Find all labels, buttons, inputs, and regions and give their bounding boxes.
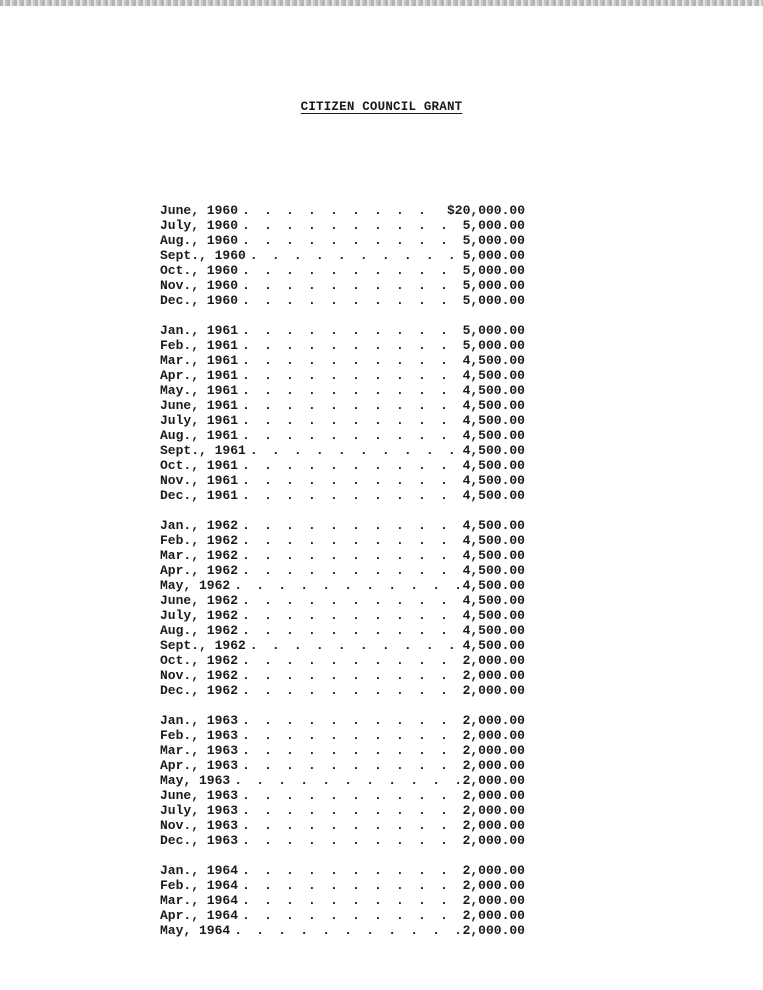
dot-leader <box>242 263 459 278</box>
ledger-date: Jan., 1964 <box>160 863 239 878</box>
ledger-date: Mar., 1963 <box>160 743 239 758</box>
ledger-row <box>160 368 525 383</box>
ledger-row <box>160 923 525 938</box>
ledger-date: June, 1963 <box>160 788 239 803</box>
dot-leader <box>242 608 459 623</box>
dot-leader <box>242 563 459 578</box>
ledger-row <box>160 683 525 698</box>
ledger-row <box>160 548 525 563</box>
dot-leader <box>242 368 459 383</box>
ledger-date: Mar., 1964 <box>160 893 239 908</box>
ledger-year-group <box>160 863 525 938</box>
ledger-amount: 4,500.00 <box>462 623 525 638</box>
ledger-row <box>160 278 525 293</box>
ledger-row <box>160 533 525 548</box>
dot-leader <box>242 413 459 428</box>
dot-leader <box>242 833 459 848</box>
ledger-year-group <box>160 518 525 698</box>
scan-edge-artifact <box>0 0 763 6</box>
ledger-row <box>160 473 525 488</box>
ledger-date: Apr., 1961 <box>160 368 239 383</box>
dot-leader <box>242 593 459 608</box>
ledger-amount: 2,000.00 <box>462 818 525 833</box>
dot-leader <box>250 638 459 653</box>
dot-leader <box>242 233 459 248</box>
ledger-amount: 4,500.00 <box>462 353 525 368</box>
ledger-amount: 2,000.00 <box>462 713 525 728</box>
ledger-date: May, 1963 <box>160 773 231 788</box>
dot-leader <box>242 398 459 413</box>
ledger-row <box>160 743 525 758</box>
ledger-row <box>160 773 525 788</box>
dot-leader <box>242 758 459 773</box>
ledger-row <box>160 878 525 893</box>
ledger-amount: 4,500.00 <box>462 413 525 428</box>
ledger-amount: 4,500.00 <box>462 533 525 548</box>
ledger-amount: 5,000.00 <box>462 248 525 263</box>
ledger-row <box>160 623 525 638</box>
ledger-row <box>160 893 525 908</box>
ledger-amount: 5,000.00 <box>462 218 525 233</box>
ledger-amount: 4,500.00 <box>462 488 525 503</box>
dot-leader <box>242 818 459 833</box>
ledger-date: June, 1961 <box>160 398 239 413</box>
ledger-date: Jan., 1963 <box>160 713 239 728</box>
ledger-row <box>160 863 525 878</box>
ledger-date: Aug., 1962 <box>160 623 239 638</box>
dot-leader <box>242 203 443 218</box>
dot-leader <box>242 713 459 728</box>
ledger-row <box>160 233 525 248</box>
ledger-amount: 4,500.00 <box>462 473 525 488</box>
ledger-date: Apr., 1964 <box>160 908 239 923</box>
ledger-row <box>160 323 525 338</box>
ledger-amount: 2,000.00 <box>462 728 525 743</box>
ledger-date: Jan., 1961 <box>160 323 239 338</box>
ledger-row <box>160 458 525 473</box>
ledger-row <box>160 353 525 368</box>
ledger-date: Oct., 1960 <box>160 263 239 278</box>
ledger-date: Sept., 1960 <box>160 248 246 263</box>
ledger-date: Dec., 1961 <box>160 488 239 503</box>
dot-leader <box>234 578 458 593</box>
dot-leader <box>242 803 459 818</box>
dot-leader <box>242 293 459 308</box>
dot-leader <box>242 428 459 443</box>
ledger-date: Nov., 1963 <box>160 818 239 833</box>
ledger-amount: 5,000.00 <box>462 263 525 278</box>
ledger-row <box>160 383 525 398</box>
dot-leader <box>242 278 459 293</box>
dot-leader <box>242 893 459 908</box>
ledger-date: Dec., 1960 <box>160 293 239 308</box>
ledger-date: Feb., 1964 <box>160 878 239 893</box>
ledger-date: Apr., 1962 <box>160 563 239 578</box>
ledger-amount: 4,500.00 <box>462 593 525 608</box>
ledger-amount: 2,000.00 <box>462 683 525 698</box>
ledger-amount: 4,500.00 <box>462 548 525 563</box>
ledger-date: Sept., 1962 <box>160 638 246 653</box>
ledger-amount: 2,000.00 <box>462 878 525 893</box>
ledger-date: Nov., 1961 <box>160 473 239 488</box>
ledger-row <box>160 608 525 623</box>
ledger-year-group <box>160 323 525 503</box>
dot-leader <box>242 863 459 878</box>
dot-leader <box>242 533 459 548</box>
dot-leader <box>242 668 459 683</box>
grant-ledger <box>160 203 525 953</box>
ledger-row <box>160 758 525 773</box>
dot-leader <box>242 908 459 923</box>
dot-leader <box>242 788 459 803</box>
ledger-date: July, 1960 <box>160 218 239 233</box>
dot-leader <box>242 353 459 368</box>
ledger-date: Jan., 1962 <box>160 518 239 533</box>
ledger-date: Oct., 1962 <box>160 653 239 668</box>
ledger-date: Mar., 1962 <box>160 548 239 563</box>
ledger-row <box>160 578 525 593</box>
ledger-amount: 4,500.00 <box>462 398 525 413</box>
ledger-row <box>160 818 525 833</box>
ledger-amount: 2,000.00 <box>462 758 525 773</box>
ledger-amount: 2,000.00 <box>462 863 525 878</box>
dot-leader <box>242 728 459 743</box>
ledger-row <box>160 833 525 848</box>
ledger-row <box>160 293 525 308</box>
ledger-amount: 2,000.00 <box>462 653 525 668</box>
ledger-amount: 2,000.00 <box>462 773 525 788</box>
ledger-date: Nov., 1962 <box>160 668 239 683</box>
dot-leader <box>242 218 459 233</box>
dot-leader <box>250 443 459 458</box>
ledger-date: Sept., 1961 <box>160 443 246 458</box>
ledger-amount: 5,000.00 <box>462 323 525 338</box>
ledger-row <box>160 488 525 503</box>
ledger-amount: $20,000.00 <box>446 203 525 218</box>
ledger-amount: 4,500.00 <box>462 563 525 578</box>
ledger-row <box>160 338 525 353</box>
ledger-row <box>160 443 525 458</box>
ledger-date: Feb., 1962 <box>160 533 239 548</box>
ledger-row <box>160 203 525 218</box>
ledger-row <box>160 668 525 683</box>
ledger-amount: 2,000.00 <box>462 803 525 818</box>
ledger-amount: 4,500.00 <box>462 608 525 623</box>
ledger-date: May, 1964 <box>160 923 231 938</box>
ledger-row <box>160 788 525 803</box>
ledger-amount: 2,000.00 <box>462 833 525 848</box>
ledger-date: Oct., 1961 <box>160 458 239 473</box>
ledger-amount: 5,000.00 <box>462 338 525 353</box>
dot-leader <box>242 383 459 398</box>
ledger-amount: 2,000.00 <box>462 908 525 923</box>
dot-leader <box>242 548 459 563</box>
ledger-row <box>160 428 525 443</box>
dot-leader <box>250 248 459 263</box>
ledger-date: Mar., 1961 <box>160 353 239 368</box>
ledger-amount: 2,000.00 <box>462 668 525 683</box>
dot-leader <box>242 338 459 353</box>
page-title: CITIZEN COUNCIL GRANT <box>300 100 463 114</box>
ledger-amount: 2,000.00 <box>462 923 525 938</box>
ledger-amount: 4,500.00 <box>462 638 525 653</box>
dot-leader <box>234 773 458 788</box>
ledger-row <box>160 908 525 923</box>
dot-leader <box>242 488 459 503</box>
ledger-amount: 4,500.00 <box>462 383 525 398</box>
ledger-date: May., 1961 <box>160 383 239 398</box>
ledger-row <box>160 263 525 278</box>
ledger-amount: 4,500.00 <box>462 518 525 533</box>
ledger-date: Dec., 1962 <box>160 683 239 698</box>
dot-leader <box>242 683 459 698</box>
dot-leader <box>242 878 459 893</box>
dot-leader <box>242 743 459 758</box>
ledger-date: July, 1961 <box>160 413 239 428</box>
dot-leader <box>242 473 459 488</box>
ledger-date: Aug., 1960 <box>160 233 239 248</box>
ledger-year-group <box>160 203 525 308</box>
ledger-amount: 4,500.00 <box>462 443 525 458</box>
dot-leader <box>242 653 459 668</box>
ledger-date: July, 1963 <box>160 803 239 818</box>
ledger-row <box>160 248 525 263</box>
ledger-date: Nov., 1960 <box>160 278 239 293</box>
dot-leader <box>242 323 459 338</box>
ledger-year-group <box>160 713 525 848</box>
ledger-amount: 5,000.00 <box>462 278 525 293</box>
dot-leader <box>234 923 458 938</box>
dot-leader <box>242 518 459 533</box>
dot-leader <box>242 623 459 638</box>
ledger-amount: 4,500.00 <box>462 428 525 443</box>
ledger-date: June, 1960 <box>160 203 239 218</box>
ledger-amount: 5,000.00 <box>462 293 525 308</box>
ledger-amount: 4,500.00 <box>462 578 525 593</box>
ledger-date: May, 1962 <box>160 578 231 593</box>
ledger-row <box>160 563 525 578</box>
ledger-amount: 2,000.00 <box>462 893 525 908</box>
ledger-row <box>160 398 525 413</box>
ledger-amount: 2,000.00 <box>462 743 525 758</box>
ledger-row <box>160 413 525 428</box>
page-title-wrapper <box>0 100 763 114</box>
ledger-date: Feb., 1963 <box>160 728 239 743</box>
ledger-date: Apr., 1963 <box>160 758 239 773</box>
ledger-amount: 5,000.00 <box>462 233 525 248</box>
ledger-row <box>160 638 525 653</box>
dot-leader <box>242 458 459 473</box>
ledger-row <box>160 218 525 233</box>
ledger-date: Aug., 1961 <box>160 428 239 443</box>
ledger-row <box>160 593 525 608</box>
ledger-amount: 2,000.00 <box>462 788 525 803</box>
ledger-row <box>160 728 525 743</box>
ledger-amount: 4,500.00 <box>462 368 525 383</box>
ledger-date: June, 1962 <box>160 593 239 608</box>
ledger-row <box>160 653 525 668</box>
ledger-date: Dec., 1963 <box>160 833 239 848</box>
ledger-row <box>160 803 525 818</box>
ledger-row <box>160 518 525 533</box>
ledger-row <box>160 713 525 728</box>
ledger-date: Feb., 1961 <box>160 338 239 353</box>
ledger-amount: 4,500.00 <box>462 458 525 473</box>
ledger-date: July, 1962 <box>160 608 239 623</box>
